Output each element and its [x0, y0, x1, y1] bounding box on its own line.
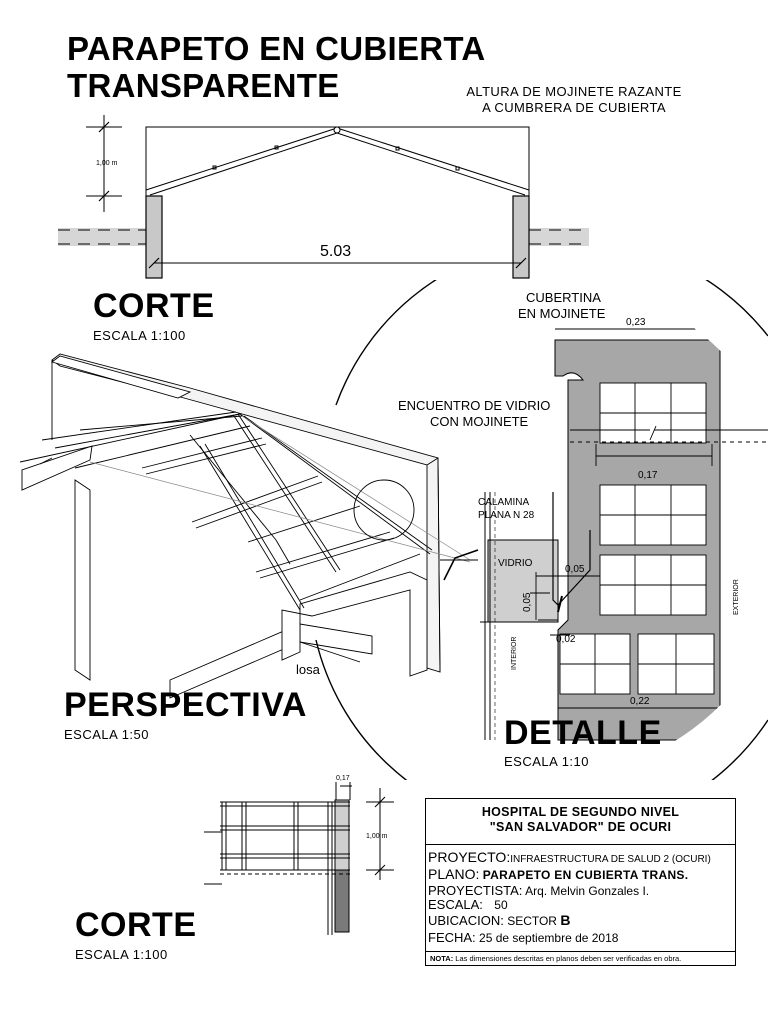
- section-bottom-drawing: [200, 770, 400, 955]
- row-fecha: [428, 930, 618, 945]
- plano-label: PLANO:: [428, 866, 480, 882]
- ridge-height-note-line2: A CUMBRERA DE CUBIERTA: [482, 100, 666, 115]
- slab-right: [529, 228, 589, 246]
- label-losa: losa: [296, 662, 320, 677]
- title-block-header-line2: "SAN SALVADOR" DE OCURI: [489, 820, 672, 834]
- dim-005-vertical: 0,05: [522, 592, 533, 612]
- row-proyecto: [428, 849, 711, 865]
- perspectiva-heading: PERSPECTIVA: [64, 686, 307, 724]
- roof-truss: [146, 127, 529, 195]
- corte-top-scale: ESCALA 1:100: [93, 328, 186, 343]
- perspectiva-scale: ESCALA 1:50: [64, 727, 149, 742]
- proyecto-label: PROYECTO:: [428, 849, 511, 865]
- label-cubertina-2: EN MOJINETE: [518, 306, 606, 321]
- label-cubertina-1: CUBERTINA: [526, 290, 601, 305]
- corte-bottom-scale: ESCALA 1:100: [75, 947, 168, 962]
- section-top-drawing: [0, 0, 768, 290]
- row-plano: [428, 866, 688, 882]
- drawing-title-line1: PARAPETO EN CUBIERTA: [67, 30, 486, 67]
- label-interior: INTERIOR: [511, 636, 518, 670]
- detalle-scale: ESCALA 1:10: [504, 754, 589, 769]
- dim-height-bottom: 1,00 m: [366, 833, 388, 840]
- dim-022: 0,22: [630, 696, 650, 707]
- parapet-wall-right: [513, 196, 529, 278]
- label-exterior: EXTERIOR: [733, 579, 740, 615]
- fecha-value: 25 de septiembre de 2018: [479, 931, 619, 945]
- ubicacion-label: UBICACION:: [428, 913, 504, 928]
- label-calamina-2: PLANA N 28: [478, 510, 535, 521]
- perspective-left-beam: [22, 446, 92, 490]
- detalle-heading: DETALLE: [504, 714, 662, 752]
- corte-top-heading: CORTE: [93, 287, 215, 325]
- dim-002: 0,02: [556, 634, 576, 645]
- label-calamina-1: CALAMINA: [478, 497, 530, 508]
- dim-023: 0,23: [626, 317, 646, 328]
- row-ubicacion: [428, 912, 570, 928]
- proyecto-value: INFRAESTRUCTURA DE SALUD 2 (OCURI): [510, 854, 711, 865]
- title-block-header: [426, 799, 735, 845]
- dim-017: 0,17: [638, 470, 658, 481]
- label-vidrio: VIDRIO: [498, 558, 533, 569]
- ridge-height-frame: [146, 127, 529, 196]
- title-block: [425, 798, 736, 966]
- fecha-label: FECHA:: [428, 930, 476, 945]
- label-encuentro-1: ENCUENTRO DE VIDRIO: [398, 398, 551, 413]
- row-proyectista: [428, 883, 649, 898]
- row-escala: [428, 897, 508, 912]
- ubicacion-sector: B: [560, 912, 571, 928]
- span-dimension-label: 5.03: [320, 243, 352, 260]
- title-block-header-line1: HOSPITAL DE SEGUNDO NIVEL: [481, 805, 680, 819]
- nota-value: Las dimensiones descritas en planos deben ser verificadas en obra.: [455, 954, 682, 963]
- escala-value: 50: [494, 898, 508, 912]
- height-dimension-label: 1,00 m: [96, 160, 118, 167]
- ubicacion-value: SECTOR: [507, 914, 557, 928]
- proyectista-value: Arq. Melvin Gonzales I.: [525, 884, 650, 898]
- ridge-height-note-line1: ALTURA DE MOJINETE RAZANTE: [466, 84, 682, 99]
- detail-drawing: [300, 280, 768, 780]
- label-encuentro-2: CON MOJINETE: [430, 414, 529, 429]
- title-block-note: [426, 951, 735, 965]
- dim-005-horizontal: 0,05: [565, 564, 585, 575]
- escala-label: ESCALA:: [428, 897, 483, 912]
- dim-017-bottom: 0,17: [336, 775, 350, 782]
- slab-left: [58, 228, 146, 246]
- nota-label: NOTA:: [430, 954, 454, 963]
- corte-bottom-heading: CORTE: [75, 906, 197, 944]
- drawing-title-line2: TRANSPARENTE: [67, 67, 340, 104]
- proyectista-label: PROYECTISTA:: [428, 883, 523, 898]
- parapet-wall-left: [146, 196, 162, 278]
- plano-value: PARAPETO EN CUBIERTA TRANS.: [482, 868, 689, 882]
